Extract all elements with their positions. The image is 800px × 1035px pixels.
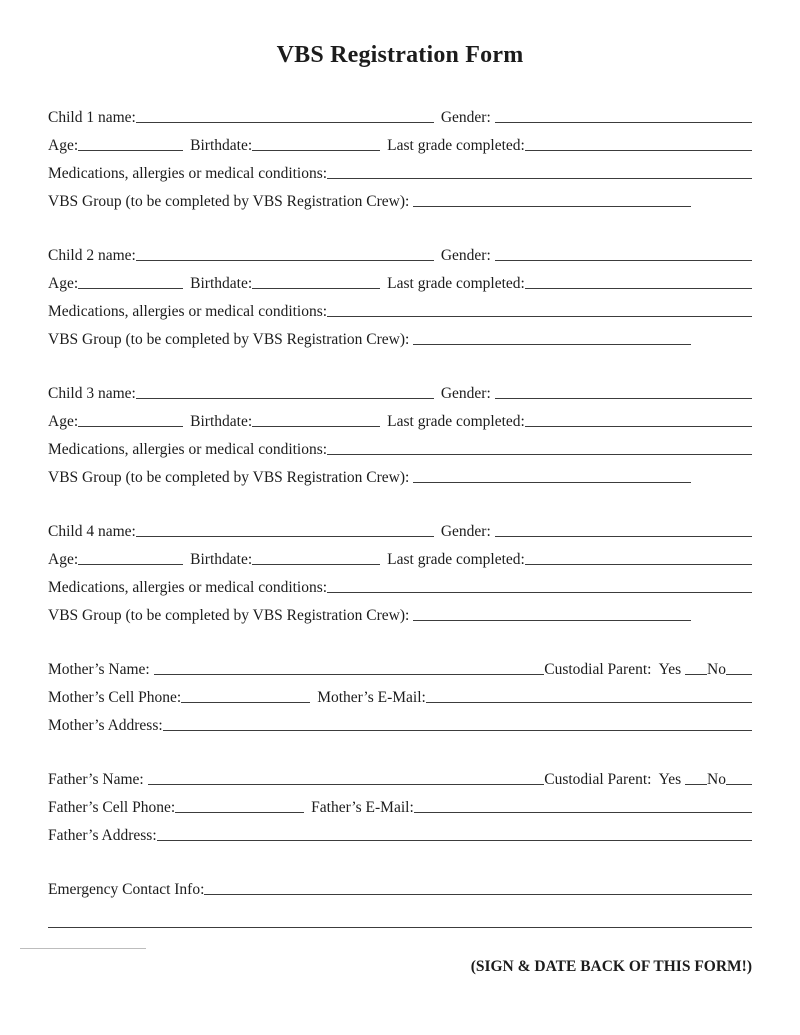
child-2-age-line	[78, 288, 183, 289]
child-2-group-row	[48, 321, 752, 349]
child-2-medications-line	[327, 316, 752, 317]
mother-address-line	[163, 730, 752, 731]
child-3-birthdate-line	[252, 426, 380, 427]
father-cell-label: Father’s Cell Phone:	[48, 799, 176, 816]
child-2-name-row	[48, 237, 752, 265]
emergency-label: Emergency Contact Info:	[48, 881, 205, 898]
child-4-name-label: Child 4 name:	[48, 523, 136, 540]
father-cell-line	[175, 812, 304, 813]
father-custodial-yes-line	[685, 784, 707, 785]
child-4-gender-line	[495, 536, 752, 537]
child-3-name-row	[48, 375, 752, 403]
child-1-age-row	[48, 127, 752, 155]
child-1-name-line	[136, 122, 434, 123]
father-address-row	[48, 817, 752, 845]
child-1-grade-line	[525, 150, 752, 151]
child-1-gender-line	[495, 122, 752, 123]
child-1-gender-label: Gender:	[440, 109, 495, 126]
child-3-gender-line	[495, 398, 752, 399]
mother-custodial-label: Custodial Parent: Yes	[544, 661, 686, 678]
child-3-age-line	[78, 426, 183, 427]
child-2-grade-label: Last grade completed:	[387, 275, 525, 292]
mother-name-label: Mother’s Name:	[48, 661, 154, 678]
emergency-extra-line	[48, 927, 752, 928]
child-1-medications-row	[48, 155, 752, 183]
child-2-birthdate-label: Birthdate:	[190, 275, 253, 292]
child-4-age-line	[78, 564, 183, 565]
child-4-medications-row	[48, 569, 752, 597]
father-custodial-label: Custodial Parent: Yes	[544, 771, 686, 788]
child-3-medications-line	[327, 454, 752, 455]
father-email-line	[414, 812, 752, 813]
child-1-birthdate-line	[252, 150, 380, 151]
child-1-medications-label: Medications, allergies or medical conditions:	[48, 165, 328, 182]
father-name-line	[148, 784, 545, 785]
child-3-group-line	[413, 482, 691, 483]
child-1-name-row	[48, 99, 752, 127]
child-4-birthdate-line	[252, 564, 380, 565]
child-2-gender-line	[495, 260, 752, 261]
child-1-birthdate-label: Birthdate:	[190, 137, 253, 154]
mother-section	[48, 651, 752, 735]
child-1-group-label: VBS Group (to be completed by VBS Registration Crew):	[48, 193, 414, 210]
child-3-name-line	[136, 398, 434, 399]
child-2-group-line	[413, 344, 691, 345]
child-4-name-line	[136, 536, 434, 537]
mother-name-line	[154, 674, 545, 675]
child-4-group-line	[413, 620, 691, 621]
child-2-medications-label: Medications, allergies or medical conditions:	[48, 303, 328, 320]
mother-custodial-no-label: No	[707, 661, 726, 678]
stray-divider-line	[20, 948, 146, 949]
child-1-age-label: Age:	[48, 137, 79, 154]
child-1-medications-line	[327, 178, 752, 179]
child-4-age-row	[48, 541, 752, 569]
emergency-line	[204, 894, 752, 895]
father-name-row	[48, 761, 752, 789]
mother-email-line	[426, 702, 752, 703]
child-4-group-label: VBS Group (to be completed by VBS Registration Crew):	[48, 607, 414, 624]
emergency-section	[48, 871, 752, 932]
child-4-name-row	[48, 513, 752, 541]
child-4-gender-label: Gender:	[440, 523, 495, 540]
father-contact-row	[48, 789, 752, 817]
child-2-age-row	[48, 265, 752, 293]
child-1-age-line	[78, 150, 183, 151]
mother-cell-label: Mother’s Cell Phone:	[48, 689, 182, 706]
child-3-birthdate-label: Birthdate:	[190, 413, 253, 430]
child-1-grade-label: Last grade completed:	[387, 137, 525, 154]
mother-address-row	[48, 707, 752, 735]
father-custodial-no-line	[726, 784, 752, 785]
father-custodial-no-label: No	[707, 771, 726, 788]
child-4-medications-label: Medications, allergies or medical conditions:	[48, 579, 328, 596]
child-3-age-row	[48, 403, 752, 431]
father-name-label: Father’s Name:	[48, 771, 148, 788]
child-3-gender-label: Gender:	[440, 385, 495, 402]
child-1-group-line	[413, 206, 691, 207]
child-2-age-label: Age:	[48, 275, 79, 292]
child-1-section	[48, 99, 752, 211]
child-4-age-label: Age:	[48, 551, 79, 568]
mother-custodial-no-line	[726, 674, 752, 675]
child-4-group-row	[48, 597, 752, 625]
child-3-group-row	[48, 459, 752, 487]
mother-cell-line	[181, 702, 310, 703]
child-1-group-row	[48, 183, 752, 211]
sign-date-note: (SIGN & DATE BACK OF THIS FORM!)	[470, 958, 752, 975]
child-2-section	[48, 237, 752, 349]
child-2-birthdate-line	[252, 288, 380, 289]
child-3-medications-row	[48, 431, 752, 459]
mother-contact-row	[48, 679, 752, 707]
child-4-grade-line	[525, 564, 752, 565]
mother-email-label: Mother’s E-Mail:	[317, 689, 426, 706]
child-3-medications-label: Medications, allergies or medical conditions:	[48, 441, 328, 458]
child-4-birthdate-label: Birthdate:	[190, 551, 253, 568]
child-2-medications-row	[48, 293, 752, 321]
child-3-section	[48, 375, 752, 487]
mother-custodial-yes-line	[685, 674, 707, 675]
child-2-name-label: Child 2 name:	[48, 247, 136, 264]
child-2-name-line	[136, 260, 434, 261]
form-title: VBS Registration Form	[276, 42, 524, 68]
father-address-line	[157, 840, 752, 841]
emergency-row	[48, 871, 752, 899]
child-4-grade-label: Last grade completed:	[387, 551, 525, 568]
child-4-medications-line	[327, 592, 752, 593]
child-2-gender-label: Gender:	[440, 247, 495, 264]
child-4-section	[48, 513, 752, 625]
child-2-group-label: VBS Group (to be completed by VBS Registration Crew):	[48, 331, 414, 348]
father-section	[48, 761, 752, 845]
mother-address-label: Mother’s Address:	[48, 717, 163, 734]
emergency-extra-row	[48, 904, 752, 932]
father-email-label: Father’s E-Mail:	[311, 799, 414, 816]
child-3-group-label: VBS Group (to be completed by VBS Registration Crew):	[48, 469, 414, 486]
child-3-name-label: Child 3 name:	[48, 385, 136, 402]
child-1-name-label: Child 1 name:	[48, 109, 136, 126]
mother-name-row	[48, 651, 752, 679]
father-address-label: Father’s Address:	[48, 827, 157, 844]
child-3-grade-label: Last grade completed:	[387, 413, 525, 430]
child-3-grade-line	[525, 426, 752, 427]
child-3-age-label: Age:	[48, 413, 79, 430]
child-2-grade-line	[525, 288, 752, 289]
